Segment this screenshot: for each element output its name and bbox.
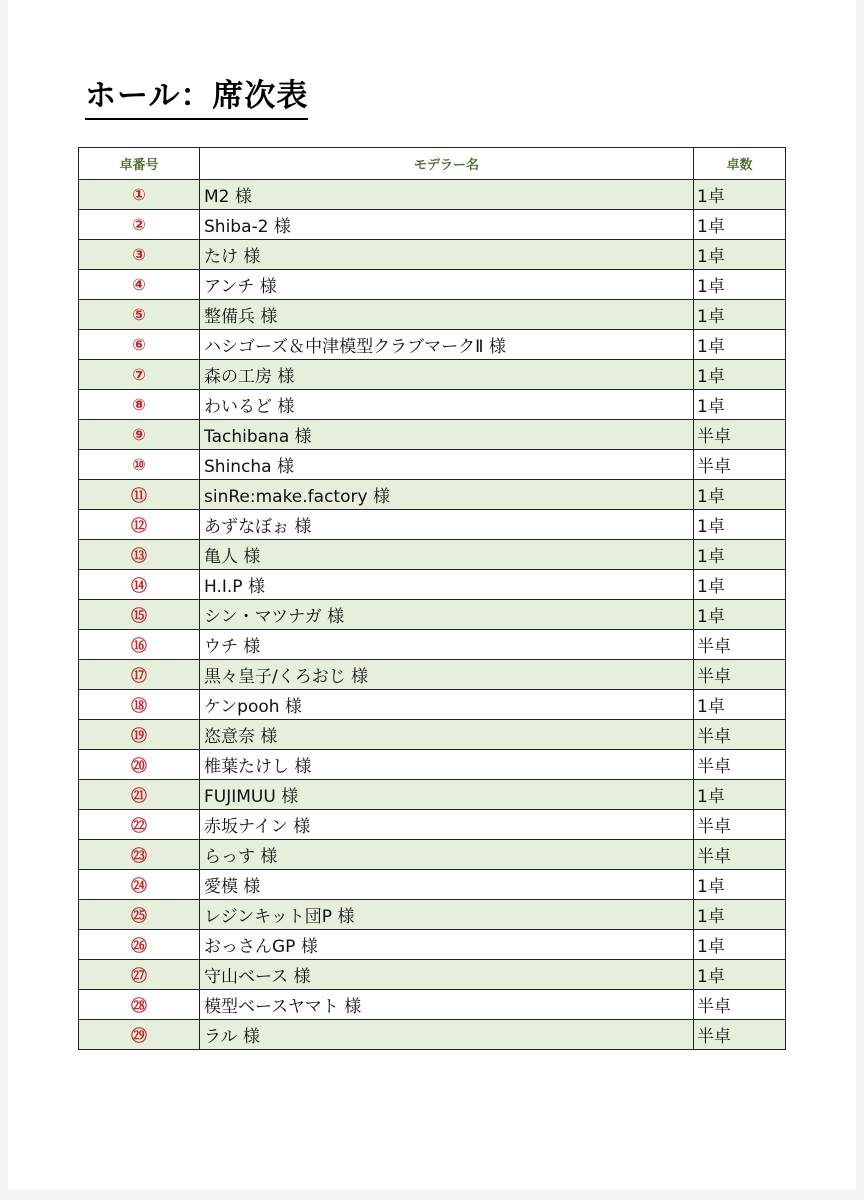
- table-number-cell: ⑤: [79, 300, 200, 330]
- table-row: [79, 330, 786, 360]
- table-count-cell: 半卓: [694, 840, 786, 870]
- table-count-cell: 1卓: [694, 960, 786, 990]
- table-number-cell: ㉑: [79, 780, 200, 810]
- table-count-cell: 1卓: [694, 180, 786, 210]
- header-table-number: 卓番号: [79, 148, 200, 180]
- table-number-cell: ㉒: [79, 810, 200, 840]
- table-row: [79, 600, 786, 630]
- modeler-name-cell: わいるど 様: [200, 390, 694, 420]
- page-title: ホール：席次表: [85, 74, 308, 120]
- table-row: [79, 750, 786, 780]
- modeler-name-cell: 整備兵 様: [200, 300, 694, 330]
- table-number-cell: ⑪: [79, 480, 200, 510]
- table-number-cell: ㉖: [79, 930, 200, 960]
- modeler-name-cell: 亀人 様: [200, 540, 694, 570]
- table-number-cell: ㉓: [79, 840, 200, 870]
- modeler-name-cell: ハシゴーズ＆中津模型クラブマークⅡ 様: [200, 330, 694, 360]
- table-row: [79, 930, 786, 960]
- modeler-name-cell: あずなぼぉ 様: [200, 510, 694, 540]
- table-count-cell: 半卓: [694, 750, 786, 780]
- table-count-cell: 1卓: [694, 900, 786, 930]
- table-count-cell: 1卓: [694, 300, 786, 330]
- table-number-cell: ㉕: [79, 900, 200, 930]
- modeler-name-cell: 愛模 様: [200, 870, 694, 900]
- table-number-cell: ⑭: [79, 570, 200, 600]
- table-row: [79, 420, 786, 450]
- table-count-cell: 1卓: [694, 780, 786, 810]
- table-count-cell: 半卓: [694, 660, 786, 690]
- table-row: [79, 570, 786, 600]
- table-count-cell: 1卓: [694, 540, 786, 570]
- modeler-name-cell: M2 様: [200, 180, 694, 210]
- table-row: [79, 390, 786, 420]
- table-count-cell: 1卓: [694, 390, 786, 420]
- table-count-cell: 1卓: [694, 360, 786, 390]
- table-row: [79, 870, 786, 900]
- table-number-cell: ④: [79, 270, 200, 300]
- table-row: [79, 780, 786, 810]
- table-count-cell: 半卓: [694, 1020, 786, 1050]
- table-number-cell: ㉘: [79, 990, 200, 1020]
- table-number-cell: ⑨: [79, 420, 200, 450]
- modeler-name-cell: 模型ベースヤマト 様: [200, 990, 694, 1020]
- header-modeler-name: モデラー名: [200, 148, 694, 180]
- table-number-cell: ⑬: [79, 540, 200, 570]
- table-count-cell: 1卓: [694, 270, 786, 300]
- table-row: [79, 840, 786, 870]
- table-row: [79, 510, 786, 540]
- modeler-name-cell: sinRe:make.factory 様: [200, 480, 694, 510]
- table-number-cell: ③: [79, 240, 200, 270]
- table-row: [79, 690, 786, 720]
- modeler-name-cell: FUJIMUU 様: [200, 780, 694, 810]
- table-row: [79, 900, 786, 930]
- table-body: [79, 180, 786, 1050]
- table-row: [79, 540, 786, 570]
- table-row: [79, 660, 786, 690]
- modeler-name-cell: Shincha 様: [200, 450, 694, 480]
- table-count-cell: 1卓: [694, 870, 786, 900]
- table-count-cell: 1卓: [694, 600, 786, 630]
- table-number-cell: ⑲: [79, 720, 200, 750]
- table-count-cell: 1卓: [694, 510, 786, 540]
- modeler-name-cell: らっす 様: [200, 840, 694, 870]
- table-count-cell: 半卓: [694, 990, 786, 1020]
- modeler-name-cell: 恣意奈 様: [200, 720, 694, 750]
- table-number-cell: ⑯: [79, 630, 200, 660]
- table-row: [79, 720, 786, 750]
- table-count-cell: 1卓: [694, 570, 786, 600]
- table-number-cell: ⑰: [79, 660, 200, 690]
- table-number-cell: ⑫: [79, 510, 200, 540]
- modeler-name-cell: シン・マツナガ 様: [200, 600, 694, 630]
- modeler-name-cell: レジンキット団P 様: [200, 900, 694, 930]
- table-number-cell: ⑳: [79, 750, 200, 780]
- table-number-cell: ⑩: [79, 450, 200, 480]
- modeler-name-cell: H.I.P 様: [200, 570, 694, 600]
- table-row: [79, 360, 786, 390]
- table-count-cell: 半卓: [694, 420, 786, 450]
- table-number-cell: ⑮: [79, 600, 200, 630]
- table-count-cell: 半卓: [694, 720, 786, 750]
- modeler-name-cell: Shiba-2 様: [200, 210, 694, 240]
- table-count-cell: 半卓: [694, 450, 786, 480]
- table-row: [79, 300, 786, 330]
- table-count-cell: 半卓: [694, 810, 786, 840]
- table-row: [79, 480, 786, 510]
- modeler-name-cell: 守山ベース 様: [200, 960, 694, 990]
- table-header-row: [79, 148, 786, 180]
- modeler-name-cell: たけ 様: [200, 240, 694, 270]
- modeler-name-cell: ウチ 様: [200, 630, 694, 660]
- table-number-cell: ㉔: [79, 870, 200, 900]
- modeler-name-cell: 椎葉たけし 様: [200, 750, 694, 780]
- table-number-cell: ①: [79, 180, 200, 210]
- modeler-name-cell: 森の工房 様: [200, 360, 694, 390]
- table-number-cell: ⑧: [79, 390, 200, 420]
- table-number-cell: ②: [79, 210, 200, 240]
- modeler-name-cell: ラル 様: [200, 1020, 694, 1050]
- table-number-cell: ⑥: [79, 330, 200, 360]
- table-row: [79, 180, 786, 210]
- table-row: [79, 450, 786, 480]
- table-count-cell: 1卓: [694, 210, 786, 240]
- modeler-name-cell: アンチ 様: [200, 270, 694, 300]
- table-row: [79, 810, 786, 840]
- table-number-cell: ㉗: [79, 960, 200, 990]
- table-count-cell: 1卓: [694, 480, 786, 510]
- table-count-cell: 1卓: [694, 690, 786, 720]
- modeler-name-cell: Tachibana 様: [200, 420, 694, 450]
- modeler-name-cell: 赤坂ナイン 様: [200, 810, 694, 840]
- table-number-cell: ㉙: [79, 1020, 200, 1050]
- modeler-name-cell: ケンpooh 様: [200, 690, 694, 720]
- table-row: [79, 960, 786, 990]
- table-row: [79, 240, 786, 270]
- table-count-cell: 1卓: [694, 330, 786, 360]
- table-count-cell: 1卓: [694, 240, 786, 270]
- table-row: [79, 270, 786, 300]
- modeler-name-cell: おっさんGP 様: [200, 930, 694, 960]
- table-row: [79, 210, 786, 240]
- table-number-cell: ⑦: [79, 360, 200, 390]
- modeler-name-cell: 黒々皇子/くろおじ 様: [200, 660, 694, 690]
- table-count-cell: 1卓: [694, 930, 786, 960]
- seating-table: [78, 147, 786, 1050]
- table-row: [79, 630, 786, 660]
- table-row: [79, 990, 786, 1020]
- table-row: [79, 1020, 786, 1050]
- table-number-cell: ⑱: [79, 690, 200, 720]
- table-count-cell: 半卓: [694, 630, 786, 660]
- header-table-count: 卓数: [694, 148, 786, 180]
- document-page: [8, 0, 856, 1190]
